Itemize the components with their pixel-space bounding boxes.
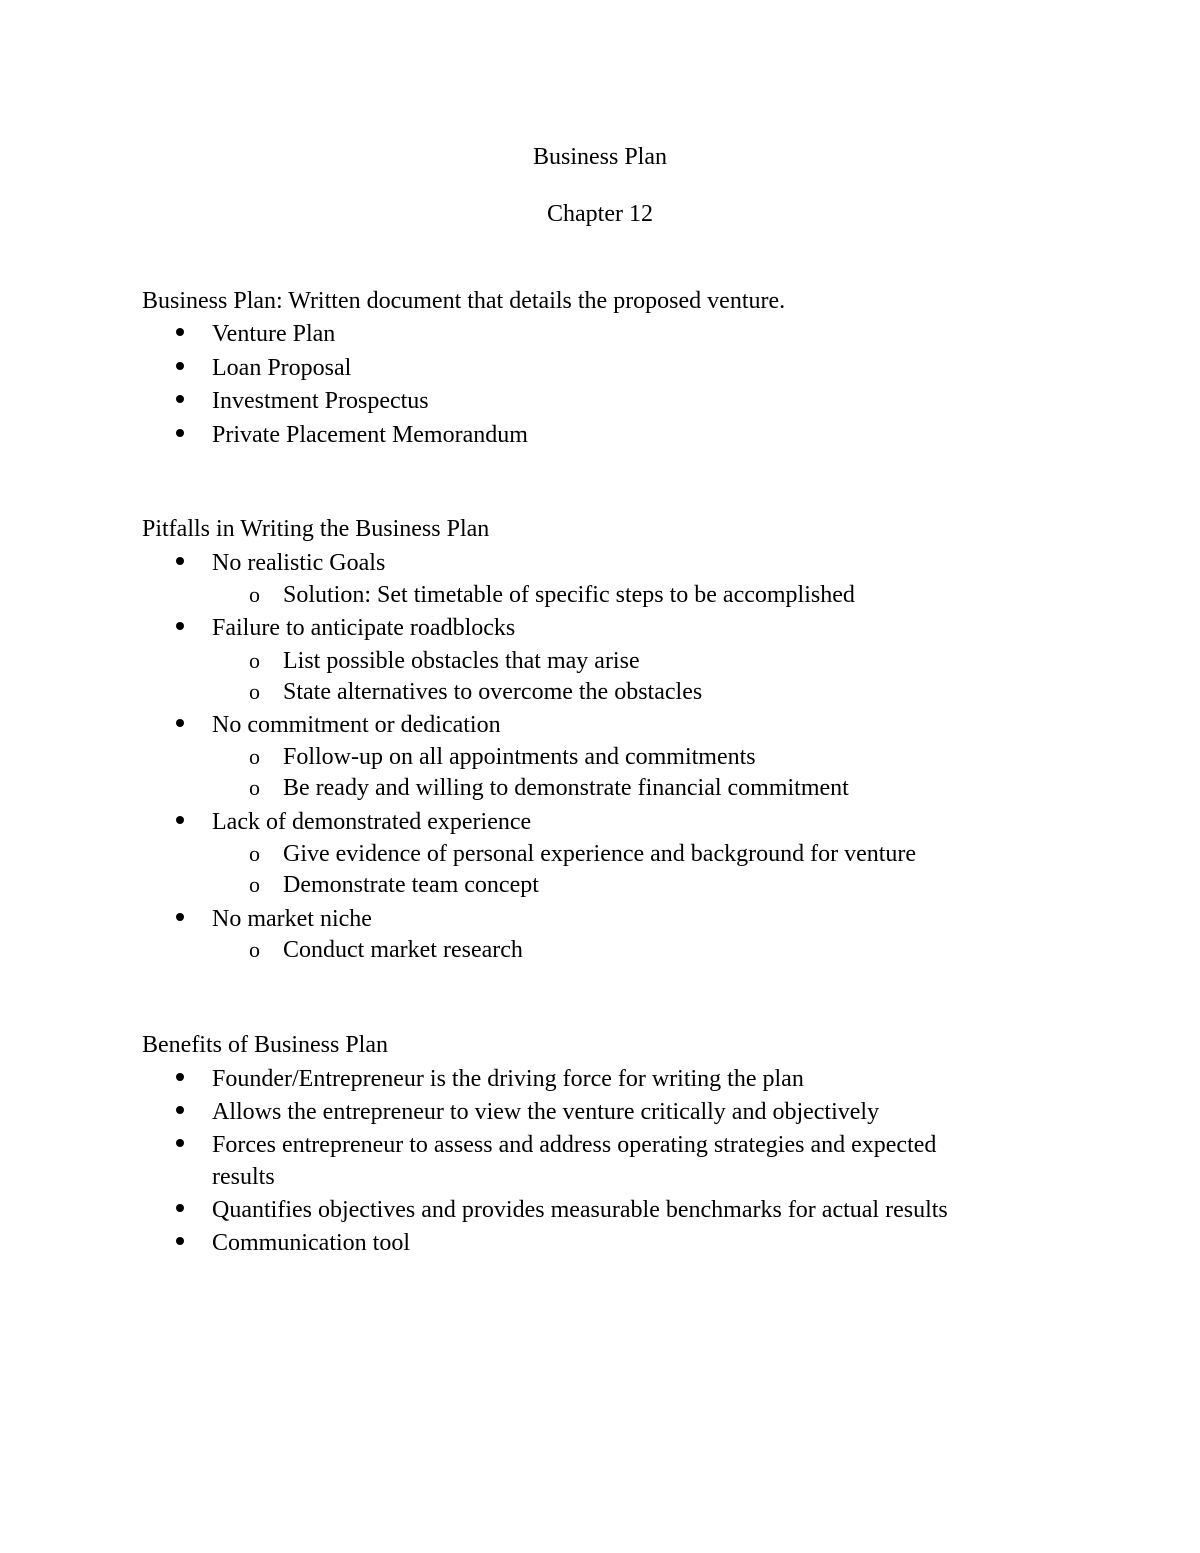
sub-bullet-icon: o: [249, 775, 260, 800]
sub-bullet-icon: o: [249, 841, 260, 866]
sub-bullet-icon: o: [249, 679, 260, 704]
list-item: Private Placement Memorandum: [212, 422, 528, 448]
bullet-icon: [176, 318, 188, 330]
list-item: Quantifies objectives and provides measurable benchmarks for actual results: [212, 1197, 948, 1223]
benefits-heading: Benefits of Business Plan: [142, 1032, 388, 1058]
list-item: Loan Proposal: [212, 355, 352, 381]
document-title: Business Plan: [532, 144, 667, 170]
bullet-icon: [176, 1096, 188, 1108]
bullet-icon: [176, 1063, 188, 1075]
sub-list-item: Demonstrate team concept: [283, 872, 539, 898]
pitfalls-heading: Pitfalls in Writing the Business Plan: [142, 516, 490, 542]
sub-bullet-icon: o: [249, 872, 260, 897]
list-item: Allows the entrepreneur to view the venture critically and objectively: [212, 1099, 880, 1125]
sub-bullet-icon: o: [249, 582, 260, 607]
sub-list-item: Follow-up on all appointments and commitments: [283, 744, 756, 770]
list-item: No realistic Goals: [212, 550, 386, 576]
list-item: Failure to anticipate roadblocks: [212, 615, 516, 641]
sub-bullet-icon: o: [249, 744, 260, 769]
list-item: Forces entrepreneur to assess and address operating strategies and expected: [212, 1132, 937, 1158]
list-item: Founder/Entrepreneur is the driving force for writing the plan: [212, 1066, 804, 1092]
list-item: Investment Prospectus: [212, 388, 429, 414]
bullet-icon: [176, 419, 188, 431]
sub-list-item: Be ready and willing to demonstrate financial commitment: [283, 775, 849, 801]
list-item-continuation: results: [212, 1164, 275, 1190]
sub-list-item: Give evidence of personal experience and background for venture: [283, 841, 917, 867]
chapter-label: Chapter 12: [547, 201, 653, 227]
bullet-icon: [176, 1194, 188, 1206]
definition-text: Business Plan: Written document that details the proposed venture.: [142, 288, 786, 314]
sub-list-item: State alternatives to overcome the obstacles: [283, 679, 703, 705]
bullet-icon: [176, 903, 188, 915]
bullet-icon: [176, 1227, 188, 1239]
list-item: No commitment or dedication: [212, 712, 501, 738]
sub-bullet-icon: o: [249, 648, 260, 673]
bullet-icon: [176, 547, 188, 559]
sub-list-item: List possible obstacles that may arise: [283, 648, 640, 674]
list-item: Lack of demonstrated experience: [212, 809, 532, 835]
bullet-icon: [176, 385, 188, 397]
bullet-icon: [176, 806, 188, 818]
sub-list-item: Conduct market research: [283, 937, 523, 963]
sub-list-item: Solution: Set timetable of specific steps to be accomplished: [283, 582, 855, 608]
bullet-icon: [176, 1129, 188, 1141]
bullet-icon: [176, 709, 188, 721]
bullet-icon: [176, 352, 188, 364]
bullet-icon: [176, 612, 188, 624]
list-item: No market niche: [212, 906, 372, 932]
list-item: Communication tool: [212, 1230, 410, 1256]
sub-bullet-icon: o: [249, 937, 260, 962]
list-item: Venture Plan: [212, 321, 336, 347]
